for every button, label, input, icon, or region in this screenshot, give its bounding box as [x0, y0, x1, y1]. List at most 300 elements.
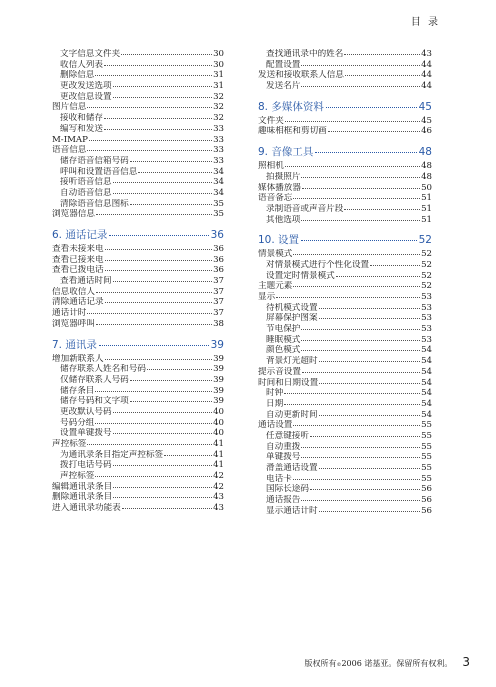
dot-leader — [293, 249, 420, 255]
toc-entry[interactable] — [52, 124, 224, 135]
dot-leader — [319, 303, 420, 309]
toc-right-column — [258, 49, 432, 516]
toc-entry[interactable] — [52, 482, 224, 493]
dot-leader — [284, 388, 420, 394]
dot-leader — [319, 506, 420, 512]
toc-entry[interactable] — [52, 297, 224, 308]
dot-leader — [319, 356, 420, 362]
page-ref: 45 — [421, 115, 432, 126]
copyright-prefix: 版权所有 — [304, 659, 337, 668]
page-ref: 53 — [421, 324, 432, 335]
page-ref: 41 — [213, 449, 224, 460]
page-ref: 52 — [418, 234, 432, 247]
dot-leader — [301, 60, 420, 66]
entry-title: 查看未接来电 — [52, 244, 104, 254]
entry-title: 图片信息 — [52, 102, 87, 113]
dot-leader — [310, 431, 420, 437]
dot-leader — [113, 92, 212, 98]
page-ref: 54 — [421, 377, 432, 388]
toc-entry[interactable] — [52, 255, 224, 266]
dot-leader — [293, 420, 420, 426]
page-ref: 35 — [213, 209, 224, 220]
dot-leader — [301, 452, 420, 458]
dot-leader — [105, 297, 212, 303]
toc-entry[interactable] — [52, 364, 224, 375]
page-ref: 55 — [421, 452, 432, 463]
entry-title: 设置单键拨号 — [60, 428, 112, 439]
toc-entry[interactable] — [258, 442, 432, 453]
page-ref: 44 — [421, 81, 432, 92]
entry-title: 情景模式 — [258, 249, 293, 260]
dot-leader — [130, 396, 212, 402]
page-ref: 44 — [421, 59, 432, 70]
entry-title: 编写和发送 — [60, 123, 103, 134]
entry-title: 时间和日期设置 — [258, 377, 319, 388]
page-ref: 36 — [213, 254, 224, 265]
page-number: 3 — [462, 655, 470, 669]
dot-leader — [344, 204, 420, 210]
entry-title: 拍摄照片 — [266, 171, 301, 182]
toc-entry[interactable] — [52, 81, 224, 92]
dot-leader — [301, 324, 420, 330]
entry-title: 国际长途码 — [266, 484, 309, 495]
entry-title: 更改信息设置 — [60, 91, 112, 102]
dot-leader — [276, 292, 420, 298]
page-ref: 42 — [213, 471, 224, 482]
toc-entry[interactable] — [258, 410, 432, 421]
toc-entry[interactable] — [52, 418, 224, 429]
toc-entry[interactable] — [52, 407, 224, 418]
dot-leader — [87, 102, 212, 108]
toc-entry[interactable] — [258, 303, 432, 314]
toc-entry[interactable] — [52, 287, 224, 298]
entry-title: 主题元素 — [258, 281, 293, 292]
page-ref: 33 — [213, 155, 224, 166]
toc-entry[interactable] — [52, 92, 224, 103]
page-ref: 56 — [421, 484, 432, 495]
page-ref: 52 — [421, 249, 432, 260]
entry-title: 查看已拨电话 — [52, 265, 104, 276]
entry-title: 设置定时情景模式 — [266, 270, 335, 281]
entry-title: 节电保护 — [266, 324, 301, 335]
toc-entry[interactable] — [52, 49, 224, 60]
dot-leader — [293, 474, 420, 480]
page-ref: 55 — [421, 441, 432, 452]
dot-leader — [310, 484, 420, 490]
page-ref: 43 — [213, 492, 224, 503]
dot-leader — [99, 338, 209, 346]
dot-leader — [130, 199, 212, 205]
entry-title: 更改发送选项 — [60, 81, 112, 92]
page-ref: 48 — [421, 161, 432, 172]
page-ref: 39 — [213, 396, 224, 407]
dot-leader — [113, 407, 212, 413]
page-ref: 53 — [421, 292, 432, 302]
entry-title: 任意键接听 — [266, 430, 309, 441]
page-ref: 41 — [213, 439, 224, 449]
entry-title: 自动语音信息 — [60, 187, 112, 198]
page-ref: 48 — [421, 171, 432, 182]
toc-entry[interactable] — [52, 102, 224, 113]
page-ref: 39 — [213, 374, 224, 385]
dot-leader — [113, 492, 212, 498]
dot-leader — [293, 281, 420, 287]
page-ref: 37 — [213, 308, 224, 319]
dot-leader — [113, 460, 212, 466]
page-ref: 55 — [421, 473, 432, 484]
toc-entry[interactable] — [258, 215, 432, 226]
entry-title: 睡眠模式 — [266, 334, 301, 345]
dot-leader — [344, 49, 420, 55]
entry-title: 拨打电话号码 — [60, 460, 112, 471]
dot-leader — [95, 386, 212, 392]
dot-leader — [301, 335, 420, 341]
entry-title: 呼叫和设置语音信息 — [60, 166, 138, 177]
entry-title: 删除通讯录条目 — [52, 492, 113, 503]
toc-entry[interactable] — [52, 60, 224, 71]
page-ref: 34 — [213, 187, 224, 198]
dot-leader — [301, 172, 420, 178]
dot-leader — [301, 233, 417, 241]
toc-entry[interactable] — [258, 172, 432, 183]
page-ref: 54 — [421, 366, 432, 377]
toc-entry[interactable] — [52, 375, 224, 386]
toc-entry[interactable] — [258, 313, 432, 324]
entry-title: 待机模式设置 — [266, 302, 318, 313]
page-ref: 36 — [210, 229, 224, 241]
entry-title: 接收和储存 — [60, 113, 103, 124]
page-ref: 55 — [421, 430, 432, 441]
page-ref: 52 — [421, 259, 432, 270]
section-title: 7. 通讯录 — [52, 338, 97, 351]
dot-leader — [319, 313, 420, 319]
entry-title: 更改默认号码 — [60, 406, 112, 417]
entry-title: 显示通话计时 — [266, 505, 318, 516]
page-ref: 31 — [213, 70, 224, 81]
entry-title: 收信人列表 — [60, 59, 103, 70]
dot-leader — [87, 145, 212, 151]
entry-title: 录制语音或声音片段 — [266, 203, 344, 214]
entry-title: 查找通讯录中的姓名 — [266, 49, 344, 59]
toc-entry[interactable] — [258, 183, 432, 194]
dot-leader — [336, 271, 420, 277]
toc-entry[interactable] — [52, 209, 224, 220]
page-ref: 39 — [210, 338, 224, 351]
dot-leader — [130, 375, 212, 381]
toc-entry[interactable] — [258, 474, 432, 485]
page-ref: 54 — [421, 345, 432, 356]
page-ref: 40 — [213, 428, 224, 439]
dot-leader — [87, 439, 212, 445]
entry-title: 时钟 — [266, 388, 284, 399]
dot-leader — [95, 70, 212, 76]
page-ref: 37 — [213, 276, 224, 287]
toc-entry[interactable] — [258, 367, 432, 378]
toc-entry[interactable] — [258, 345, 432, 356]
entry-title: 增加新联系人 — [52, 353, 104, 364]
toc-entry[interactable] — [258, 335, 432, 346]
page-ref: 44 — [421, 70, 432, 81]
dot-leader — [138, 167, 212, 173]
toc-section-heading[interactable] — [258, 100, 432, 115]
toc-entry[interactable] — [52, 386, 224, 397]
toc-entry[interactable] — [52, 177, 224, 188]
section-title: 9. 音像工具 — [258, 146, 314, 159]
toc-section-heading[interactable] — [258, 233, 432, 248]
toc-entry[interactable] — [52, 428, 224, 439]
dot-leader — [113, 428, 212, 434]
dot-leader — [113, 177, 212, 183]
dot-leader — [285, 116, 420, 122]
entry-title: 文字信息文件夹 — [60, 49, 121, 59]
page-ref: 40 — [213, 406, 224, 417]
toc-entry[interactable] — [258, 161, 432, 172]
entry-title: 通话计时 — [52, 308, 87, 319]
page-ref: 54 — [421, 398, 432, 409]
page-ref: 39 — [213, 364, 224, 375]
dot-leader — [113, 81, 212, 87]
dot-leader — [96, 319, 212, 325]
toc-entry[interactable] — [52, 450, 224, 461]
page-ref: 50 — [421, 182, 432, 193]
toc-entry[interactable] — [258, 126, 432, 137]
page-ref: 33 — [213, 134, 224, 145]
toc-entry[interactable] — [258, 271, 432, 282]
entry-title: 清除通话记录 — [52, 297, 104, 308]
toc-entry[interactable] — [258, 249, 432, 260]
toc-entry[interactable] — [258, 281, 432, 292]
page-ref: 39 — [213, 385, 224, 396]
entry-title: 发送和接收联系人信息 — [258, 70, 344, 81]
toc-entry[interactable] — [258, 60, 432, 71]
entry-title: 屏幕保护图案 — [266, 313, 318, 324]
dot-leader — [122, 503, 212, 509]
dot-leader — [301, 442, 420, 448]
toc-entry[interactable] — [52, 244, 224, 255]
entry-title: 媒体播放器 — [258, 182, 301, 193]
page-ref: 53 — [421, 334, 432, 345]
entry-title: 储存联系人姓名和号码 — [60, 364, 146, 375]
page-ref: 51 — [421, 214, 432, 225]
toc-entry[interactable] — [52, 471, 224, 482]
page-ref: 32 — [213, 91, 224, 102]
toc-section-heading[interactable] — [52, 228, 224, 243]
page-ref: 55 — [421, 420, 432, 431]
page-ref: 40 — [213, 417, 224, 428]
toc-left-column — [52, 49, 224, 514]
toc-entry[interactable] — [258, 260, 432, 271]
toc-section-heading[interactable] — [258, 145, 432, 160]
entry-title: 电话卡 — [266, 473, 292, 484]
entry-title: 浏览器信息 — [52, 209, 95, 220]
entry-title: 对情景模式进行个性化设置 — [266, 259, 370, 270]
toc-entry[interactable] — [258, 356, 432, 367]
page-ref: 54 — [421, 409, 432, 420]
page-ref: 38 — [213, 318, 224, 329]
page-ref: 48 — [418, 146, 432, 159]
toc-section-heading[interactable] — [52, 338, 224, 353]
dot-leader — [319, 410, 420, 416]
page-ref: 32 — [213, 113, 224, 124]
entry-title: 通话报告 — [266, 495, 301, 506]
page-ref: 30 — [213, 49, 224, 59]
page-ref: 32 — [213, 102, 224, 113]
page-ref: 51 — [421, 193, 432, 204]
toc-entry[interactable] — [258, 495, 432, 506]
dot-leader — [293, 193, 420, 199]
page-ref: 51 — [421, 203, 432, 214]
dot-leader — [105, 244, 212, 250]
dot-leader — [113, 276, 212, 282]
toc-entry[interactable] — [52, 135, 224, 146]
dot-leader — [301, 81, 420, 87]
section-title: 10. 设置 — [258, 234, 300, 247]
toc-entry[interactable] — [52, 167, 224, 178]
toc-entry[interactable] — [52, 70, 224, 81]
dot-leader — [370, 260, 420, 266]
toc-entry[interactable] — [52, 503, 224, 514]
page-ref: 34 — [213, 166, 224, 177]
entry-title: 查看已接来电 — [52, 254, 104, 265]
page-ref: 33 — [213, 145, 224, 156]
entry-title: 颜色模式 — [266, 345, 301, 356]
toc-entry[interactable] — [52, 145, 224, 156]
entry-title: 浏览器呼叫 — [52, 318, 95, 329]
entry-title: 接听语音信息 — [60, 177, 112, 188]
dot-leader — [315, 145, 416, 153]
toc-entry[interactable] — [258, 506, 432, 517]
entry-title: 储存号码和文字项 — [60, 396, 129, 407]
toc-entry[interactable] — [258, 388, 432, 399]
entry-title: 背景灯光超时 — [266, 356, 318, 367]
toc-entry[interactable] — [258, 81, 432, 92]
toc-entry[interactable] — [258, 484, 432, 495]
toc-entry[interactable] — [52, 460, 224, 471]
entry-title: 提示音设置 — [258, 366, 301, 377]
dot-leader — [95, 471, 212, 477]
entry-title: 进入通讯录功能表 — [52, 503, 121, 514]
toc-entry[interactable] — [258, 378, 432, 389]
page-ref: 56 — [421, 495, 432, 506]
entry-title: 日期 — [266, 398, 284, 409]
toc-entry[interactable] — [52, 492, 224, 503]
page-ref: 34 — [213, 177, 224, 188]
entry-title: 自动重拨 — [266, 441, 301, 452]
dot-leader — [301, 345, 420, 351]
page-ref: 39 — [213, 353, 224, 364]
entry-title: 单键拨号 — [266, 452, 301, 463]
entry-title: 仅储存联系人号码 — [60, 374, 129, 385]
toc-entry[interactable] — [258, 452, 432, 463]
toc-entry[interactable] — [258, 420, 432, 431]
toc-entry[interactable] — [52, 439, 224, 450]
page-ref: 54 — [421, 388, 432, 399]
entry-title: 信息收信人 — [52, 286, 95, 297]
toc-entry[interactable] — [258, 399, 432, 410]
entry-title: 声控标签 — [52, 439, 87, 449]
dot-leader — [87, 308, 212, 314]
entry-title: 滑盖通话设置 — [266, 463, 318, 473]
entry-title: 通话设置 — [258, 420, 293, 431]
page-header-title: 目 录 — [410, 17, 440, 28]
dot-leader — [105, 255, 212, 261]
entry-title: 显示 — [258, 292, 276, 302]
page-ref: 42 — [213, 481, 224, 492]
page-ref: 35 — [213, 198, 224, 209]
entry-title: 号码分组 — [60, 417, 95, 428]
dot-leader — [319, 378, 420, 384]
toc-entry[interactable] — [52, 308, 224, 319]
toc-entry[interactable] — [52, 396, 224, 407]
dot-leader — [301, 495, 420, 501]
toc-entry[interactable] — [52, 113, 224, 124]
toc-entry[interactable] — [258, 463, 432, 474]
dot-leader — [104, 113, 212, 119]
page-footer — [304, 655, 470, 669]
dot-leader — [326, 100, 417, 108]
page-ref: 33 — [213, 123, 224, 134]
page-ref: 41 — [213, 460, 224, 471]
toc-entry[interactable] — [258, 431, 432, 442]
toc-entry[interactable] — [258, 70, 432, 81]
toc-entry[interactable] — [258, 324, 432, 335]
page-ref: 46 — [421, 126, 432, 137]
entry-title: 清除语音信息图标 — [60, 198, 129, 209]
toc-entry[interactable] — [52, 276, 224, 287]
page-ref: 53 — [421, 302, 432, 313]
dot-leader — [284, 399, 420, 405]
dot-leader — [302, 183, 420, 189]
entry-title: 配置设置 — [266, 59, 301, 70]
section-title: 8. 多媒体资料 — [258, 100, 324, 113]
page-ref: 36 — [213, 244, 224, 254]
entry-title: 储存语音信箱号码 — [60, 155, 129, 166]
page-ref: 52 — [421, 270, 432, 281]
page-ref: 53 — [421, 313, 432, 324]
dot-leader — [319, 463, 420, 469]
dot-leader — [105, 265, 212, 271]
toc-entry[interactable] — [52, 265, 224, 276]
toc-entry[interactable] — [52, 156, 224, 167]
toc-entry[interactable] — [52, 199, 224, 210]
copyright-text: 2006 诺基亚。保留所有权利。 — [341, 659, 453, 668]
entry-title: 发送名片 — [266, 81, 301, 92]
dot-leader — [113, 482, 212, 488]
entry-title: 文件夹 — [258, 115, 284, 126]
toc-entry[interactable] — [258, 116, 432, 127]
entry-title: 编辑通讯录条目 — [52, 481, 113, 492]
toc-entry[interactable] — [52, 319, 224, 330]
toc-entry[interactable] — [52, 354, 224, 365]
dot-leader — [109, 228, 208, 236]
entry-title: M-IMAP — [52, 134, 88, 145]
dot-leader — [328, 126, 420, 132]
dot-leader — [121, 49, 212, 55]
dot-leader — [95, 418, 212, 424]
toc-entry[interactable] — [52, 188, 224, 199]
toc-entry[interactable] — [258, 49, 432, 60]
toc-entry[interactable] — [258, 292, 432, 303]
entry-title: 查看通话时间 — [60, 276, 112, 287]
dot-leader — [301, 215, 420, 221]
page-ref: 30 — [213, 59, 224, 70]
toc-entry[interactable] — [258, 193, 432, 204]
toc-entry[interactable] — [258, 204, 432, 215]
dot-leader — [164, 450, 212, 456]
entry-title: 其他选项 — [266, 214, 301, 225]
copyright-symbol: © — [336, 662, 342, 668]
page-ref: 37 — [213, 297, 224, 308]
